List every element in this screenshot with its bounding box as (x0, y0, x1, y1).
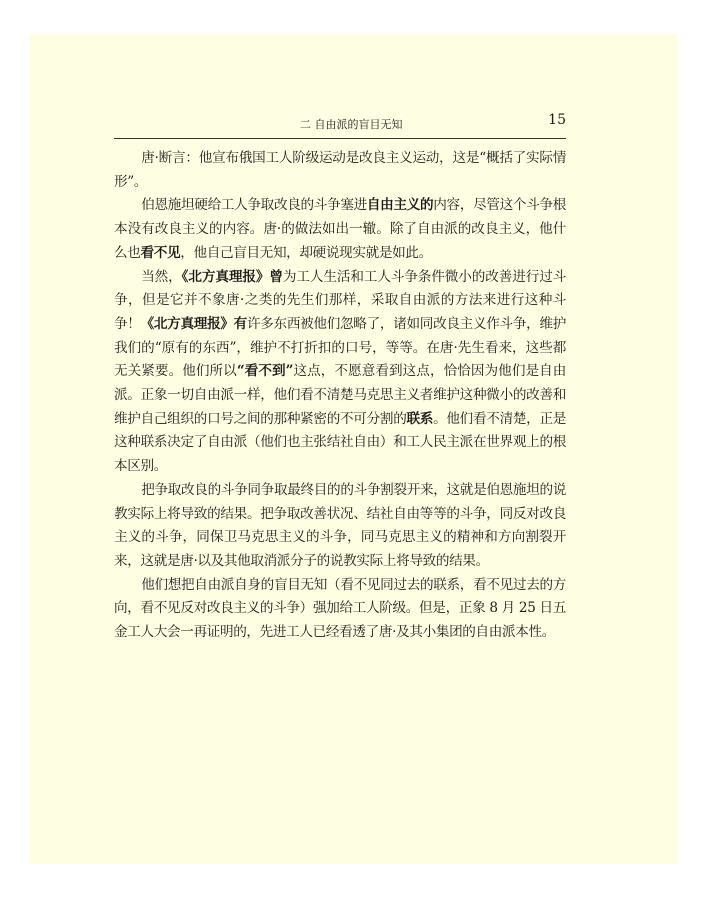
paragraph: 唐·断言：他宣布俄国工人阶级运动是改良主义运动，这是“概括了实际情形”。 (114, 150, 566, 190)
paragraph: 他们想把自由派自身的盲目无知（看不见同过去的联系，看不见过去的方向，看不见反对改良主义的斗争）强加给工人阶级。但是，正象 8 月 25 日五金工人大会一再证明的，先进工人已经看透了唐·及其小集团的自由派本性。 (114, 576, 566, 641)
page-number: 15 (548, 112, 566, 128)
body-text (114, 147, 566, 645)
running-header (114, 112, 566, 139)
chapter-title: 二 自由派的盲目无知 (300, 118, 403, 131)
paragraph: 当然，《北方真理报》曾为工人生活和工人斗争条件微小的改善进行过斗争，但是它并不象唐·之类的先生们那样，采取自由派的方法来进行这种斗争！《北方真理报》有许多东西被他们忽略了，诸如同改良主义作斗争，维护我们的“原有的东西”，维护不打折扣的口号，等等。在唐·先生看来，这些都无关紧要。他们所以“看不到”这点，不愿意看到这点，恰恰因为他们是自由派。正象一切自由派一样，他们看不清楚马克思主义者维护这种微小的改善和维护自己组织的口号之间的那种紧密的不可分割的联系。他们看不清楚，正是这种联系决定了自由派（他们也主张结社自由）和工人民主派在世界观上的根本区别。 (114, 268, 567, 475)
paragraph: 伯恩施坦硬给工人争取改良的斗争塞进自由主义的内容，尽管这个斗争根本没有改良主义的内容。唐·的做法如出一辙。除了自由派的改良主义，他什么也看不见，他自己盲目无知，却硬说现实就是如此。 (114, 197, 567, 261)
paragraph: 把争取改良的斗争同争取最终目的的斗争割裂开来，这就是伯恩施坦的说教实际上将导致的结果。把争取改善状况、结社自由等等的斗争，同反对改良主义的斗争，同保卫马克思主义的斗争，同马克思主义的精神和方向割裂开来，这就是唐·以及其他取消派分子的说教实际上将导致的结果。 (114, 481, 566, 569)
